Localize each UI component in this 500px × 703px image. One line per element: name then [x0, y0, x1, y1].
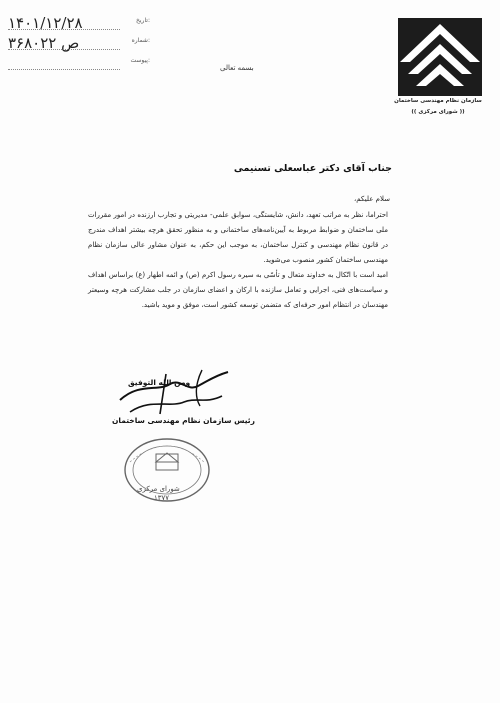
seal-label: شورای مرکزی	[137, 485, 180, 493]
date-value: ۱۴۰۱/۱۲/۲۸	[8, 14, 83, 32]
attachment-row	[8, 54, 158, 74]
letter-meta	[8, 14, 158, 74]
body-paragraph-1: احتراما، نظر به مراتب تعهد، دانش، شایستگی، سوابق علمی- مدیریتی و تجارب ارزنده در امور مقررات ملی ساختمان و ضوابط مربوط به آیین‌نامه‌های ساختمانی و به منظور تحقق هرچه بیشتر اهداف مندرج در قانون نظام مهندسی و کنترل ساختمان، به موجب این حکم، به عنوان مشاور عالی سازمان نظام مهندسی ساختمان کشور منصوب می‌شوید.	[88, 211, 388, 264]
building-logo-icon	[392, 14, 482, 96]
basmala: بسمه تعالی	[220, 64, 254, 72]
logo-org-name: سازمان نظام مهندسی ساختمان	[394, 98, 482, 104]
seal-year: ۱۳۷۷	[154, 494, 170, 502]
logo-council: (( شورای مرکزی ))	[411, 109, 465, 115]
body-paragraph-2: امید است با اتّکال به خداوند متعال و تأسّی به سیره رسول اکرم (ص) و ائمه اطهار (ع) براساس اهداف و سیاست‌های فنی، اجرایی و تعامل سازنده با ارکان و اعضای سازمان در جلب مشارکت هرچه وسیعتر مهندسان در انتظام امور حرفه‌ای که متضمن توسعه کشور است، موفق و موید باشید.	[88, 271, 388, 309]
date-line	[8, 29, 120, 30]
number-label: شماره:	[131, 37, 150, 44]
number-row	[8, 34, 158, 54]
org-logo	[392, 14, 482, 124]
handwritten-signature	[110, 362, 240, 422]
date-row	[8, 14, 158, 34]
attachment-line	[8, 69, 120, 70]
recipient-heading: جناب آقای دکتر عباسعلی تسنیمی	[233, 163, 392, 174]
greeting: سلام علیکم،	[354, 195, 390, 203]
attachment-label: پیوست:	[130, 57, 150, 64]
number-line	[8, 49, 120, 50]
closing-phrase: ومن الله التوفیق	[128, 378, 191, 387]
number-value: ۳۶۸۰۲۲ ص	[8, 34, 80, 52]
date-label: تاریخ:	[136, 17, 150, 24]
signer-title: رئیس سازمان نظام مهندسی ساختمان	[112, 416, 255, 425]
